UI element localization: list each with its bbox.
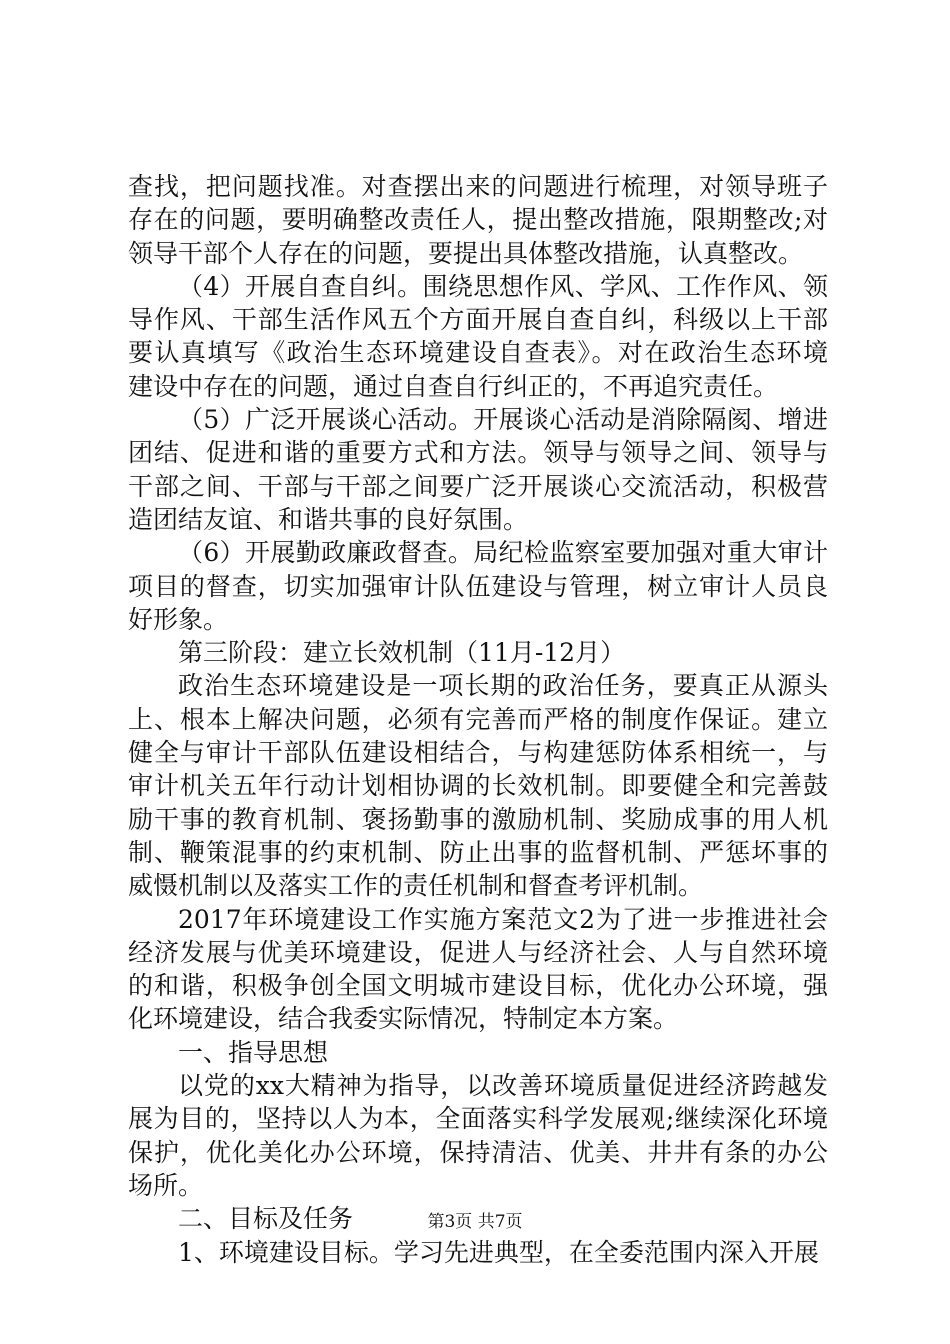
text-line: （6）开展勤政廉政督查。局纪检监察室要加强对重大审计	[178, 538, 828, 568]
text-line: 领导干部个人存在的问题，要提出具体整改措施，认真整改。	[128, 238, 804, 268]
text-line: 造团结友谊、和谐共事的良好氛围。	[128, 504, 529, 534]
text-line: 保护，优化美化办公环境，保持清洁、优美、井井有条的办公	[128, 1137, 828, 1167]
text-line: 展为目的，坚持以人为本，全面落实科学发展观;继续深化环境	[128, 1104, 828, 1134]
text-line: 健全与审计干部队伍建设相结合，与构建惩防体系相统一，与	[128, 738, 828, 768]
text-line: 2017年环境建设工作实施方案范文2为了进一步推进社会	[178, 904, 828, 934]
text-line: 制、鞭策混事的约束机制、防止出事的监督机制、严惩坏事的	[128, 837, 828, 867]
text-line: （5）广泛开展谈心活动。开展谈心活动是消除隔阂、增进	[178, 405, 828, 435]
text-line: 团结、促进和谐的重要方式和方法。领导与领导之间、领导与	[128, 438, 828, 468]
text-line: 二、目标及任务	[178, 1204, 354, 1234]
paragraph	[128, 903, 828, 1036]
text-line: 政治生态环境建设是一项长期的政治任务，要真正从源头	[178, 671, 828, 701]
text-line: 查找，把问题找准。对查摆出来的问题进行梳理，对领导班子	[128, 172, 828, 201]
paragraph	[128, 170, 828, 270]
paragraph	[128, 1036, 828, 1069]
text-line: 以党的xx大精神为指导，以改善环境质量促进经济跨越发	[178, 1071, 828, 1101]
text-line: 场所。	[128, 1170, 204, 1200]
text-line: 的和谐，积极争创全国文明城市建设目标，优化办公环境，强	[128, 971, 828, 1001]
text-line: 一、指导思想	[178, 1037, 329, 1067]
text-line: 审计机关五年行动计划相协调的长效机制。即要健全和完善鼓	[128, 771, 828, 801]
text-line: 项目的督查，切实加强审计队伍建设与管理，树立审计人员良	[128, 571, 828, 601]
paragraph	[128, 270, 828, 403]
text-line: 存在的问题，要明确整改责任人，提出整改措施，限期整改;对	[128, 205, 828, 235]
text-line: 导作风、干部生活作风五个方面开展自查自纠，科级以上干部	[128, 305, 828, 335]
page-footer	[0, 1211, 950, 1233]
page-number-label: 第3页 共7页	[427, 1212, 523, 1232]
text-line: 1、环境建设目标。学习先进典型，在全委范围内深入开展	[178, 1237, 819, 1267]
paragraph	[128, 669, 828, 902]
paragraph	[128, 636, 828, 669]
text-line: 励干事的教育机制、褒扬勤事的激励机制、奖励成事的用人机	[128, 804, 828, 834]
text-line: 威慑机制以及落实工作的责任机制和督查考评机制。	[128, 871, 704, 901]
text-line: 化环境建设，结合我委实际情况，特制定本方案。	[128, 1004, 679, 1034]
paragraph	[128, 1236, 828, 1269]
text-line: 好形象。	[128, 604, 229, 634]
text-line: 第三阶段：建立长效机制（11月-12月）	[178, 638, 626, 668]
text-line: 经济发展与优美环境建设，促进人与经济社会、人与自然环境	[128, 937, 828, 967]
text-line: 上、根本上解决问题，必须有完善而严格的制度作保证。建立	[128, 704, 828, 734]
paragraph	[128, 403, 828, 536]
text-line: 建设中存在的问题，通过自查自行纠正的，不再追究责任。	[128, 371, 779, 401]
text-line: 干部之间、干部与干部之间要广泛开展谈心交流活动，积极营	[128, 471, 828, 501]
document-body	[128, 170, 828, 1269]
text-line: 要认真填写《政治生态环境建设自查表》。对在政治生态环境	[128, 338, 828, 368]
text-line: （4）开展自查自纠。围绕思想作风、学风、工作作风、领	[178, 271, 828, 301]
paragraph	[128, 1069, 828, 1202]
paragraph	[128, 536, 828, 636]
